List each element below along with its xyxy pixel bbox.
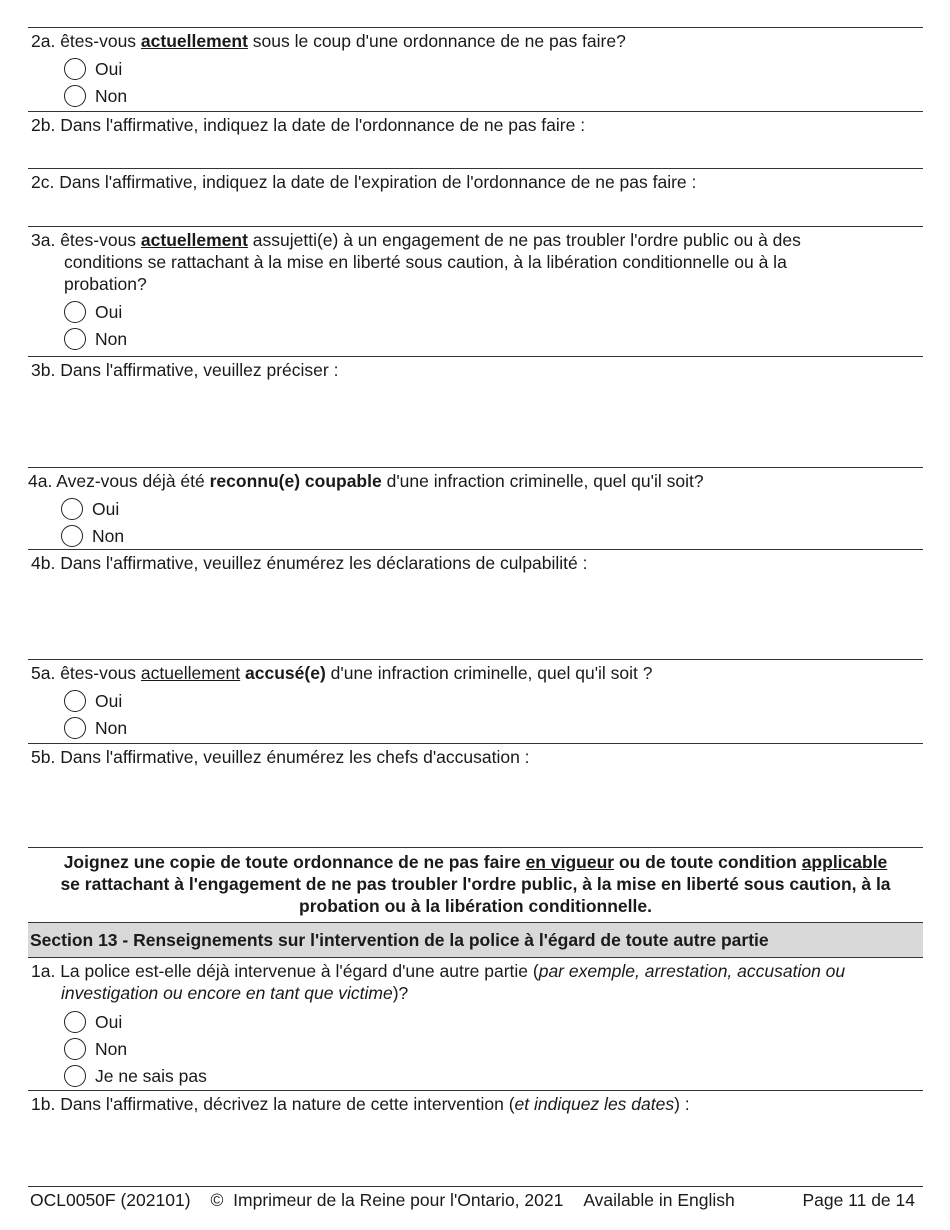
question-2a (28, 27, 923, 111)
radio-button[interactable] (61, 498, 83, 520)
question-4a-text: 4a. Avez-vous déjà été reconnu(e) coupable d'une infraction criminelle, quel qu'il soit? (28, 471, 704, 491)
radio-1a-oui[interactable]: Oui (31, 1009, 923, 1035)
radio-button[interactable] (61, 525, 83, 547)
english-availability: Available in English (583, 1190, 735, 1210)
radio-button[interactable] (64, 85, 86, 107)
question-1a: 1a. La police est-elle déjà intervenue à l'égard d'une autre partie (par exemple, arrestation, accusation ou investigation ou encore en tant que victime)? Oui Non Je ne sais pas (28, 958, 923, 1090)
radio-3a-oui[interactable]: Oui (31, 299, 923, 325)
question-3a: 3a. êtes-vous actuellement assujetti(e) à un engagement de ne pas troubler l'ordre public ou à des conditions se rattachant à la mise en liberté sous caution, à la libération conditionnelle ou à la probation? Oui Non (28, 226, 923, 356)
section-13-header: Section 13 - Renseignements sur l'intervention de la police à l'égard de toute autre partie (28, 922, 923, 958)
radio-button[interactable] (64, 1065, 86, 1087)
radio-button[interactable] (64, 301, 86, 323)
radio-5a-oui[interactable]: Oui (31, 688, 923, 714)
page-footer (28, 1186, 923, 1211)
question-3b[interactable]: 3b. Dans l'affirmative, veuillez préciser : (28, 356, 923, 467)
question-3a-text: 3a. êtes-vous actuellement assujetti(e) à un engagement de ne pas troubler l'ordre public ou à des (31, 230, 801, 250)
question-4b[interactable]: 4b. Dans l'affirmative, veuillez énumérez les déclarations de culpabilité : (28, 549, 923, 659)
radio-button[interactable] (64, 58, 86, 80)
attachment-notice: Joignez une copie de toute ordonnance de ne pas faire en vigueur ou de toute condition applicable se rattachant à l'engagement de ne pas troubler l'ordre public, à la mise en liberté sous caution, à la probation ou à la libération conditionnelle. (28, 847, 923, 922)
question-1b[interactable] (28, 1090, 923, 1186)
radio-button[interactable] (64, 690, 86, 712)
question-1b-text: 1b. Dans l'affirmative, décrivez la nature de cette intervention (et indiquez les dates) : (31, 1094, 690, 1114)
question-5a-text: 5a. êtes-vous actuellement accusé(e) d'une infraction criminelle, quel qu'il soit ? (31, 663, 653, 683)
radio-1a-non[interactable]: Non (31, 1036, 923, 1062)
radio-3a-non[interactable]: Non (31, 326, 923, 352)
radio-button[interactable] (64, 717, 86, 739)
radio-4a-oui[interactable]: Oui (28, 496, 923, 522)
radio-5a-non[interactable]: Non (31, 715, 923, 741)
form-page (28, 27, 923, 1186)
question-1a-text: 1a. La police est-elle déjà intervenue à l'égard d'une autre partie (par exemple, arrestation, accusation ou (31, 961, 846, 981)
radio-1a-unknown[interactable]: Je ne sais pas (31, 1063, 923, 1089)
radio-button[interactable] (64, 1011, 86, 1033)
radio-2a-non[interactable]: Non (31, 83, 923, 109)
question-2b[interactable]: 2b. Dans l'affirmative, indiquez la date de l'ordonnance de ne pas faire : (28, 111, 923, 168)
radio-2a-oui[interactable]: Oui (31, 56, 923, 82)
page-number: Page 11 de 14 (802, 1190, 915, 1210)
question-5b[interactable]: 5b. Dans l'affirmative, veuillez énumérez les chefs d'accusation : (28, 743, 923, 847)
form-number: OCL0050F (202101) (30, 1190, 191, 1210)
radio-4a-non[interactable]: Non (28, 523, 923, 549)
copyright: © Imprimeur de la Reine pour l'Ontario, 2021 (210, 1190, 564, 1210)
question-2a-text: 2a. êtes-vous actuellement sous le coup d'une ordonnance de ne pas faire? (31, 31, 626, 51)
radio-button[interactable] (64, 328, 86, 350)
radio-button[interactable] (64, 1038, 86, 1060)
question-5a (28, 659, 923, 743)
question-4a (28, 467, 923, 549)
question-2c[interactable]: 2c. Dans l'affirmative, indiquez la date de l'expiration de l'ordonnance de ne pas faire : (28, 168, 923, 226)
